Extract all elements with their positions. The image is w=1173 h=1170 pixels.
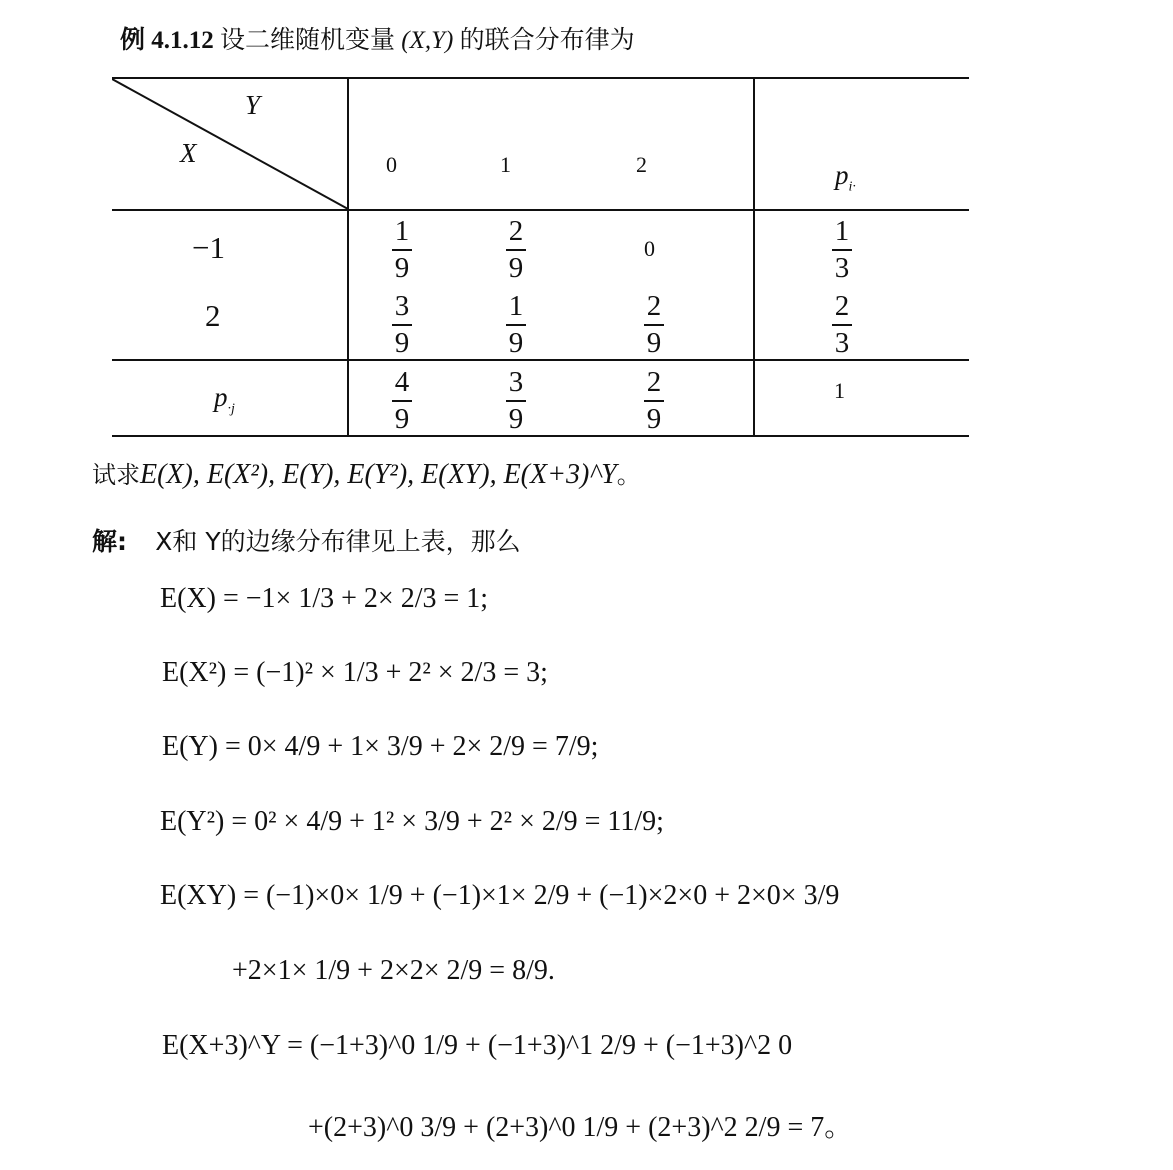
title-text-2: 的联合分布律为 bbox=[459, 25, 635, 54]
column-header-0: 0 bbox=[386, 152, 397, 177]
marginal-r2: 2 3 bbox=[832, 292, 852, 358]
question bbox=[92, 455, 641, 491]
equation-EY: E(Y) = 0× 4/9 + 1× 3/9 + 2× 2/9 = 7/9; bbox=[162, 731, 599, 762]
question-suffix: 。 bbox=[616, 461, 641, 489]
title-text: 设二维随机变量 bbox=[220, 25, 396, 54]
cell-r1-c0: 1 9 bbox=[392, 217, 412, 283]
problem-title bbox=[120, 20, 635, 56]
row-label-2: 2 bbox=[205, 298, 221, 333]
question-items: E(X), E(X²), E(Y), E(Y²), E(XY), E(X+3)^Y bbox=[140, 459, 617, 490]
row-label-1: −1 bbox=[192, 230, 225, 265]
equation-EX: E(X) = −1× 1/3 + 2× 2/3 = 1; bbox=[160, 583, 489, 614]
row-marginal-header: $p_{i\cdot}$ bbox=[835, 160, 856, 195]
equation-EXY-line2: +2×1× 1/9 + 2×2× 2/9 = 8/9. bbox=[232, 955, 555, 986]
table-bottom-rule bbox=[112, 435, 969, 437]
column-header-1: 1 bbox=[500, 152, 511, 177]
cell-r1-c2: 0 bbox=[644, 236, 655, 261]
cell-r2-c0: 3 9 bbox=[392, 292, 412, 358]
question-prefix: 试求 bbox=[92, 461, 140, 489]
solution-label: 解: bbox=[92, 527, 127, 556]
equation-EY2: E(Y²) = 0² × 4/9 + 1² × 3/9 + 2² × 2/9 = 11/9; bbox=[160, 806, 664, 837]
equation-EXY-line1: E(XY) = (−1)×0× 1/9 + (−1)×1× 2/9 + (−1)×2×0 + 2×0× 3/9 bbox=[160, 880, 840, 911]
equation-EX3Y-line2: +(2+3)^0 3/9 + (2+3)^0 1/9 + (2+3)^2 2/9 = 7。 bbox=[308, 1112, 853, 1143]
solution-intro bbox=[92, 522, 521, 558]
table-corner-diagonal bbox=[112, 77, 350, 211]
col-marginal-2: 2 9 bbox=[644, 368, 664, 434]
col-marginal-header: $p_{\cdot j}$ bbox=[214, 382, 235, 417]
equation-EX2: E(X²) = (−1)² × 1/3 + 2² × 2/3 = 3; bbox=[162, 657, 548, 688]
total-probability: 1 bbox=[834, 378, 845, 403]
col-marginal-1: 3 9 bbox=[506, 368, 526, 434]
corner-x-label: X bbox=[180, 138, 197, 168]
table-body-rule bbox=[112, 359, 969, 361]
solution-text: X和 Y的边缘分布律见上表，那么 bbox=[155, 527, 521, 556]
cell-r2-c2: 2 9 bbox=[644, 292, 664, 358]
cell-r2-c1: 1 9 bbox=[506, 292, 526, 358]
title-variable: (X,Y) bbox=[401, 27, 454, 54]
marginal-r1: 1 3 bbox=[832, 217, 852, 283]
example-number: 例 4.1.12 bbox=[120, 27, 214, 54]
corner-y-label: Y bbox=[245, 90, 261, 120]
table-col-divider-2 bbox=[753, 77, 755, 437]
equation-EX3Y-line1: E(X+3)^Y = (−1+3)^0 1/9 + (−1+3)^1 2/9 + (−1+3)^2 0 bbox=[162, 1030, 793, 1061]
cell-r1-c1: 2 9 bbox=[506, 217, 526, 283]
col-marginal-0: 4 9 bbox=[392, 368, 412, 434]
column-header-2: 2 bbox=[636, 152, 647, 177]
